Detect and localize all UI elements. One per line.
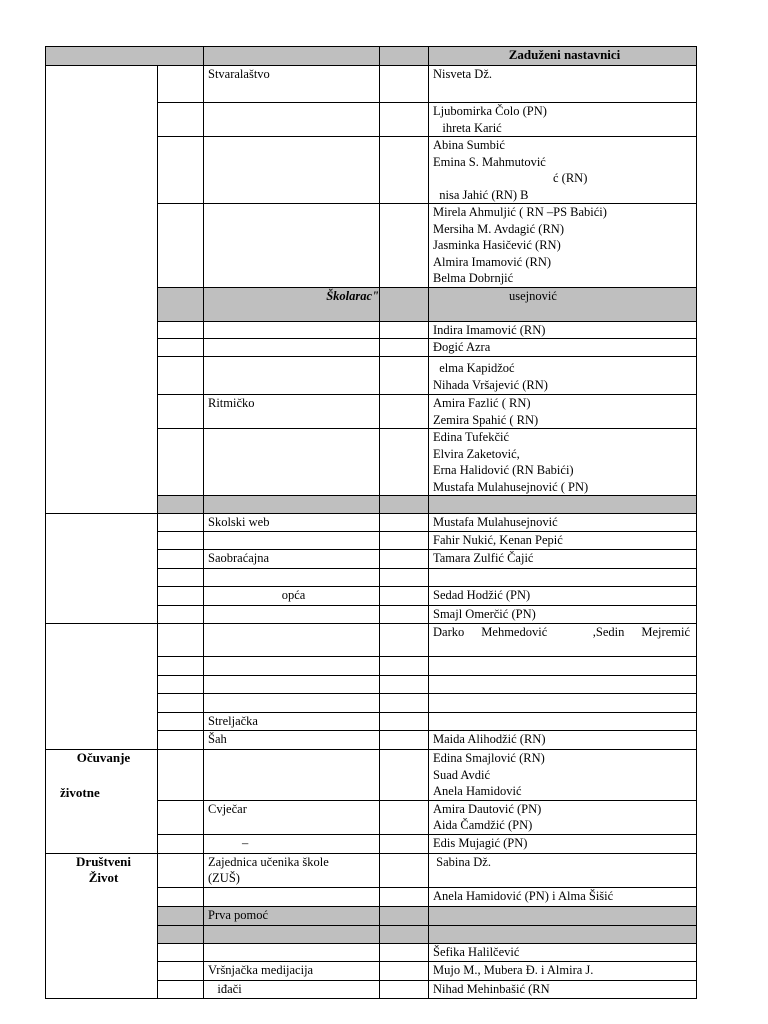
teachers-cell	[429, 429, 697, 496]
section-cell	[204, 321, 380, 339]
teachers-cell	[429, 925, 697, 943]
teachers-cell	[429, 103, 697, 137]
teacher-line: Almira Imamović (RN)	[433, 254, 552, 269]
cell	[380, 514, 429, 532]
cell	[380, 750, 429, 801]
teachers-cell: Fahir Nukić, Kenan Pepić	[429, 532, 697, 550]
teachers-cell: Anela Hamidović (PN) i Alma Šišić	[429, 887, 697, 906]
teachers-cell: Mustafa Mulahusejnović	[429, 514, 697, 532]
cell	[380, 676, 429, 694]
cell	[158, 961, 204, 980]
cell	[380, 800, 429, 834]
activities-table	[45, 46, 697, 999]
section-cell: iđači	[204, 980, 380, 998]
cell	[158, 853, 204, 887]
teachers-cell	[429, 66, 697, 103]
cell	[380, 961, 429, 980]
section-cell	[204, 925, 380, 943]
cell	[380, 550, 429, 569]
cell	[380, 569, 429, 587]
dash-label: –	[242, 835, 249, 850]
cell	[380, 532, 429, 550]
cell	[158, 980, 204, 998]
section-cell	[204, 357, 380, 395]
area-cell-2	[46, 514, 158, 624]
teacher-line: Jasminka Hasičević (RN)	[433, 238, 561, 252]
teacher-line: Ljubomirka Čolo (PN)	[433, 104, 547, 118]
teacher-line: Nisveta Dž.	[433, 67, 493, 81]
teacher-line: Edina Tufekčić	[433, 430, 510, 444]
cell	[158, 532, 204, 550]
header-teachers: Zaduženi nastavnici	[429, 47, 697, 66]
cell	[380, 321, 429, 339]
teachers-cell: Edis Mujagić (PN)	[429, 834, 697, 853]
cell	[158, 750, 204, 801]
section-cell	[204, 137, 380, 204]
teacher-line: Amira Dautović (PN)	[433, 801, 542, 816]
cell	[158, 731, 204, 750]
section-cell: Skolski web	[204, 514, 380, 532]
cell	[158, 713, 204, 731]
header-cell-count	[380, 47, 429, 66]
cell	[380, 357, 429, 395]
section-cell: Saobraćajna	[204, 550, 380, 569]
cell	[158, 587, 204, 606]
section-cell: opća	[204, 587, 380, 606]
teacher-line: usejnović	[509, 288, 557, 303]
cell	[158, 624, 204, 657]
table-row	[46, 514, 697, 532]
cell	[380, 606, 429, 624]
cell	[158, 429, 204, 496]
cell	[158, 514, 204, 532]
section-cell	[204, 694, 380, 713]
teacher-line: Mersiha M. Avdagić (RN)	[433, 221, 564, 236]
cell	[380, 943, 429, 961]
teacher-line: Mirela Ahmuljić ( RN –PS Babići)	[433, 205, 607, 219]
teachers-cell	[429, 676, 697, 694]
cell	[380, 906, 429, 925]
header-cell-section	[204, 47, 380, 66]
cell	[380, 66, 429, 103]
cell	[380, 395, 429, 429]
teachers-cell: Nihad Mehinbašić (RN	[429, 980, 697, 998]
table-row	[46, 750, 697, 801]
cell	[380, 657, 429, 676]
teachers-cell	[429, 750, 697, 801]
cell	[380, 694, 429, 713]
teachers-cell	[429, 395, 697, 429]
teachers-cell	[429, 204, 697, 288]
teachers-cell	[429, 694, 697, 713]
section-cell: Streljačka	[204, 713, 380, 731]
cell	[158, 694, 204, 713]
cell	[158, 800, 204, 834]
table-row	[46, 66, 697, 103]
section-cell: Prva pomoć	[204, 906, 380, 925]
section-cell	[204, 496, 380, 514]
teachers-cell	[429, 137, 697, 204]
teacher-line: Anela Hamidović	[433, 784, 522, 798]
section-cell	[204, 834, 380, 853]
table-header-row	[46, 47, 697, 66]
teachers-cell: Mujo M., Mubera Đ. i Almira J.	[429, 961, 697, 980]
section-cell: Vršnjačka medijacija	[204, 961, 380, 980]
cell	[380, 980, 429, 998]
teacher-line: nisa Jahić (RN) B	[433, 187, 529, 202]
teacher-line: Suad Avdić	[433, 767, 491, 782]
table-row	[46, 624, 697, 657]
teachers-cell	[429, 657, 697, 676]
teacher-line: ć (RN)	[553, 171, 588, 185]
cell	[158, 496, 204, 514]
section-cell	[204, 339, 380, 357]
table-row	[46, 853, 697, 887]
teachers-cell	[429, 624, 697, 657]
section-cell	[204, 750, 380, 801]
teacher-line: Darko Mehmedović ,Sedin Mejremić	[433, 625, 690, 639]
cell	[380, 624, 429, 657]
cell	[158, 925, 204, 943]
section-cell	[204, 624, 380, 657]
section-cell	[204, 287, 380, 321]
teachers-cell: Tamara Zulfić Čajić	[429, 550, 697, 569]
cell	[380, 887, 429, 906]
cell	[380, 339, 429, 357]
teachers-cell	[429, 287, 697, 321]
cell	[158, 550, 204, 569]
cell	[158, 395, 204, 429]
teachers-cell	[429, 906, 697, 925]
cell	[158, 676, 204, 694]
section-cell	[204, 887, 380, 906]
section-line: (ZUŠ)	[208, 871, 240, 885]
section-cell	[204, 204, 380, 288]
header-cell-area	[46, 47, 204, 66]
cell	[380, 287, 429, 321]
area-title: životne	[60, 784, 100, 800]
section-title: Školarac"	[326, 288, 379, 303]
teachers-cell: Indira Imamović (RN)	[429, 321, 697, 339]
teachers-cell: Šefika Halilčević	[429, 943, 697, 961]
teacher-line: Emina S. Mahmutović	[433, 154, 546, 169]
teacher-line: Elvira Zaketović,	[433, 446, 520, 461]
cell	[380, 496, 429, 514]
area-cell-5	[46, 853, 158, 998]
cell	[380, 103, 429, 137]
cell	[158, 569, 204, 587]
teacher-line: Edina Smajlović (RN)	[433, 751, 545, 765]
teacher-line: Aida Čamdžić (PN)	[433, 818, 533, 832]
teacher-line: Abina Sumbić	[433, 138, 505, 152]
cell	[158, 834, 204, 853]
cell	[158, 204, 204, 288]
cell	[380, 731, 429, 750]
cell	[380, 925, 429, 943]
teachers-cell: Smajl Omerčić (PN)	[429, 606, 697, 624]
teachers-cell: Sabina Dž.	[429, 853, 697, 887]
teacher-line: Belma Dobrnjić	[433, 271, 514, 285]
section-cell: Šah	[204, 731, 380, 750]
teacher-line: ihreta Karić	[433, 120, 502, 135]
area-title: Društveni	[76, 853, 131, 869]
teachers-cell	[429, 800, 697, 834]
teachers-cell	[429, 713, 697, 731]
teacher-line: elma Kapidžoć	[433, 361, 515, 375]
section-cell	[204, 103, 380, 137]
teachers-cell: Đogić Azra	[429, 339, 697, 357]
teachers-cell: Maida Alihodžić (RN)	[429, 731, 697, 750]
section-cell	[204, 657, 380, 676]
section-cell	[204, 676, 380, 694]
section-cell: Stvaralaštvo	[204, 66, 380, 103]
section-cell	[204, 853, 380, 887]
section-cell	[204, 569, 380, 587]
cell	[158, 66, 204, 103]
cell	[158, 339, 204, 357]
teacher-line: Nihada Vršajević (RN)	[433, 377, 548, 392]
cell	[158, 657, 204, 676]
cell	[158, 103, 204, 137]
cell	[158, 906, 204, 925]
cell	[380, 137, 429, 204]
section-line: Zajednica učenika škole	[208, 854, 329, 869]
cell	[380, 429, 429, 496]
cell	[380, 587, 429, 606]
cell	[380, 834, 429, 853]
cell	[158, 287, 204, 321]
cell	[380, 204, 429, 288]
section-cell	[204, 532, 380, 550]
teachers-cell	[429, 496, 697, 514]
teacher-line: Erna Halidović (RN Babići)	[433, 463, 574, 477]
cell	[158, 606, 204, 624]
teachers-cell	[429, 357, 697, 395]
teacher-line: Mustafa Mulahusejnović ( PN)	[433, 479, 589, 494]
section-cell	[204, 429, 380, 496]
cell	[158, 357, 204, 395]
teacher-line: Amira Fazlić ( RN)	[433, 396, 531, 410]
cell	[158, 887, 204, 906]
section-cell: Cvječar	[204, 800, 380, 834]
section-cell: Ritmičko	[204, 395, 380, 429]
teacher-line: Zemira Spahić ( RN)	[433, 412, 539, 427]
area-cell-3	[46, 624, 158, 750]
cell	[380, 853, 429, 887]
cell	[158, 943, 204, 961]
teachers-cell: Sedad Hodžić (PN)	[429, 587, 697, 606]
area-title: Očuvanje	[76, 750, 131, 765]
section-cell	[204, 606, 380, 624]
cell	[380, 713, 429, 731]
area-title: Život	[88, 870, 119, 885]
area-cell-1	[46, 66, 158, 514]
cell	[158, 321, 204, 339]
teachers-cell	[429, 569, 697, 587]
section-cell	[204, 943, 380, 961]
area-cell-4	[46, 750, 158, 854]
cell	[158, 137, 204, 204]
